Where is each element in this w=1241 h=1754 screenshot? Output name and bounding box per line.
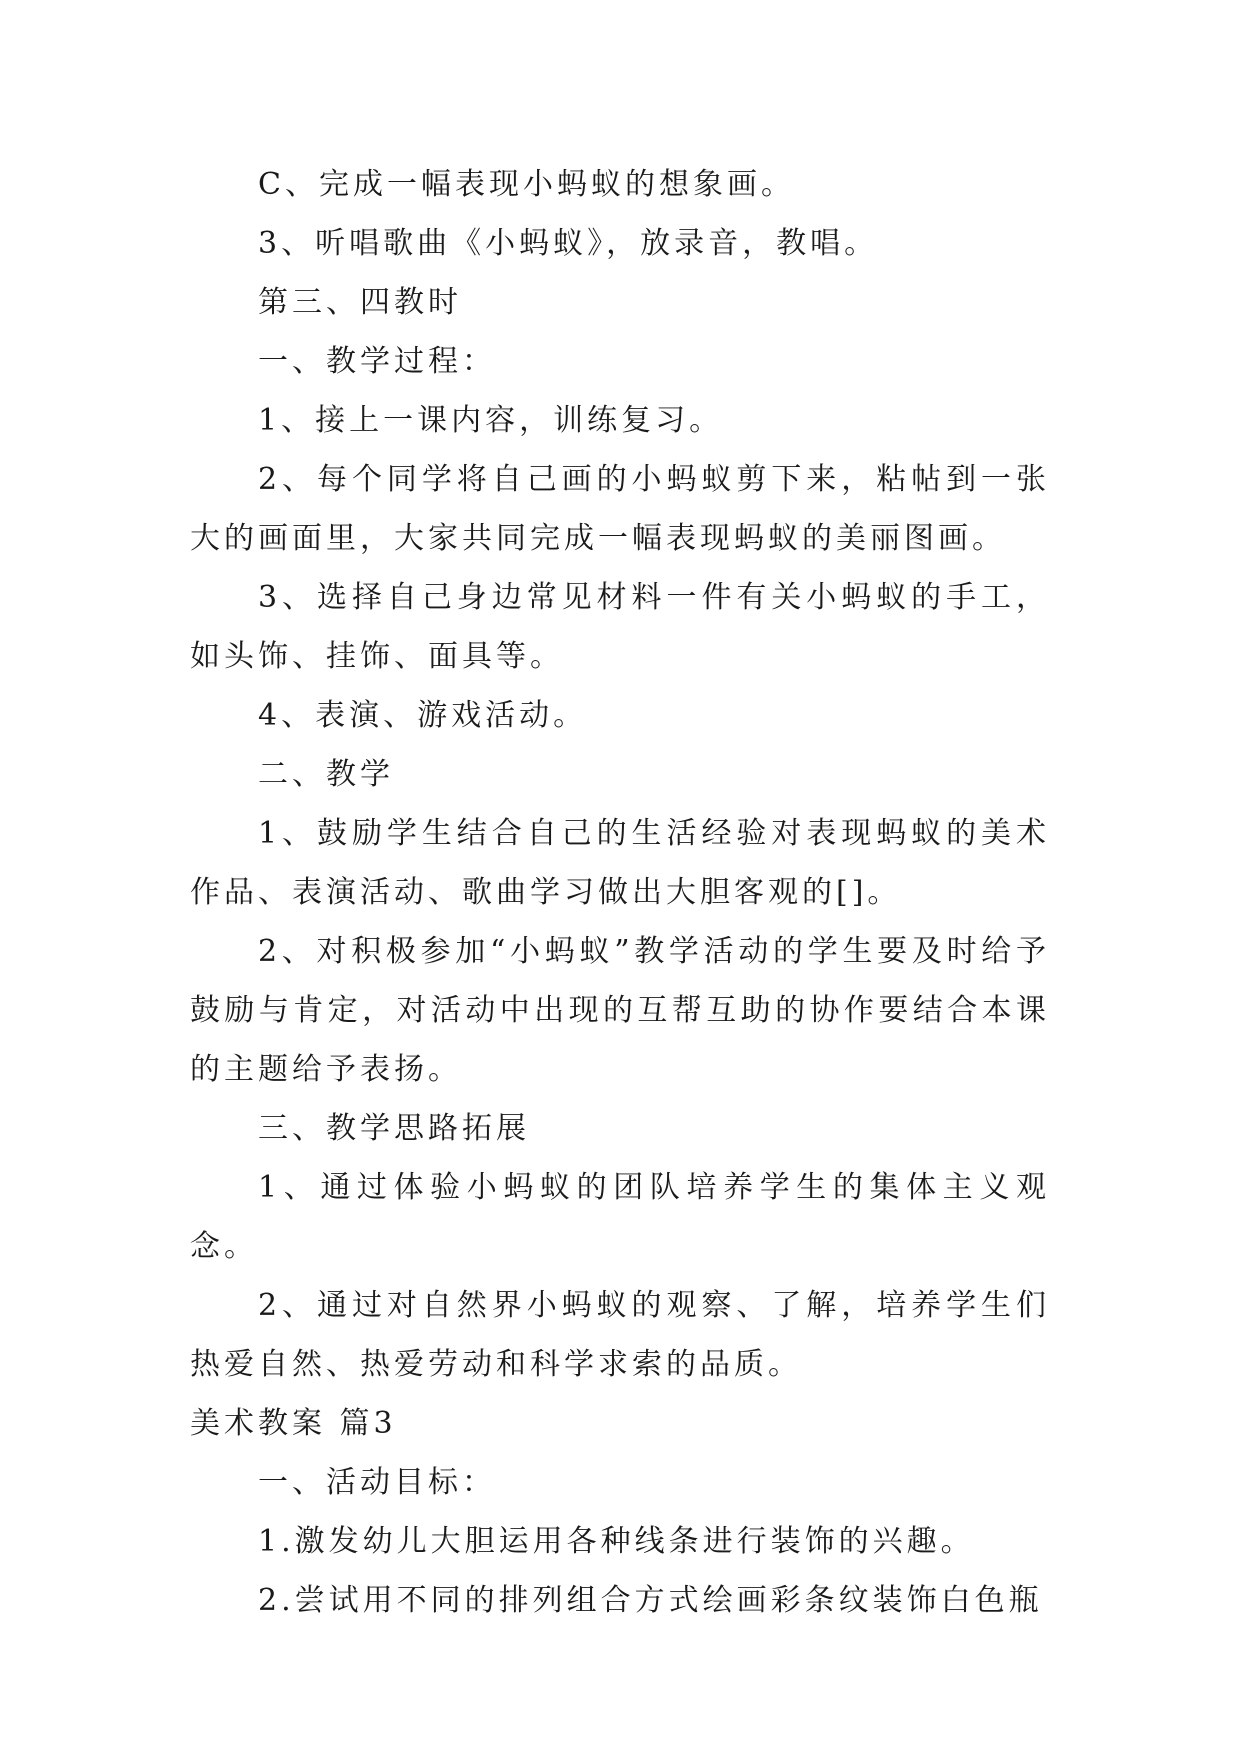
paragraph: C、完成一幅表现小蚂蚁的想象画。	[258, 167, 795, 202]
section-heading: 第三、四教时	[258, 285, 462, 320]
paragraph: 2、通过对自然界小蚂蚁的观察、了解，培养学生们热爱自然、热爱劳动和科学求索的品质。	[190, 1288, 1050, 1382]
document-body	[190, 155, 1050, 1630]
paragraph: 1、鼓励学生结合自己的生活经验对表现蚂蚁的美术作品、表演活动、歌曲学习做出大胆客观的[]。	[190, 816, 1050, 910]
section-heading: 一、活动目标：	[258, 1465, 496, 1500]
paragraph: 1.激发幼儿大胆运用各种线条进行装饰的兴趣。	[258, 1524, 975, 1559]
paragraph: 1、接上一课内容，训练复习。	[258, 403, 724, 438]
paragraph: 3、选择自己身边常见材料一件有关小蚂蚁的手工，如头饰、挂饰、面具等。	[190, 580, 1050, 674]
article-title: 美术教案 篇3	[190, 1406, 397, 1441]
paragraph: 2.尝试用不同的排列组合方式绘画彩条纹装饰白色瓶	[258, 1583, 1043, 1618]
section-heading: 二、教学	[258, 757, 394, 792]
paragraph: 2、每个同学将自己画的小蚂蚁剪下来，粘帖到一张大的画面里，大家共同完成一幅表现蚂蚁的美丽图画。	[190, 462, 1050, 556]
paragraph: 3、听唱歌曲《小蚂蚁》，放录音，教唱。	[258, 226, 879, 261]
section-heading: 三、教学思路拓展	[258, 1111, 530, 1146]
section-heading: 一、教学过程：	[258, 344, 496, 379]
paragraph: 2、对积极参加“小蚂蚁”教学活动的学生要及时给予鼓励与肯定，对活动中出现的互帮互助的协作要结合本课的主题给予表扬。	[190, 934, 1050, 1087]
paragraph: 4、表演、游戏活动。	[258, 698, 588, 733]
paragraph: 1、通过体验小蚂蚁的团队培养学生的集体主义观念。	[190, 1170, 1050, 1264]
